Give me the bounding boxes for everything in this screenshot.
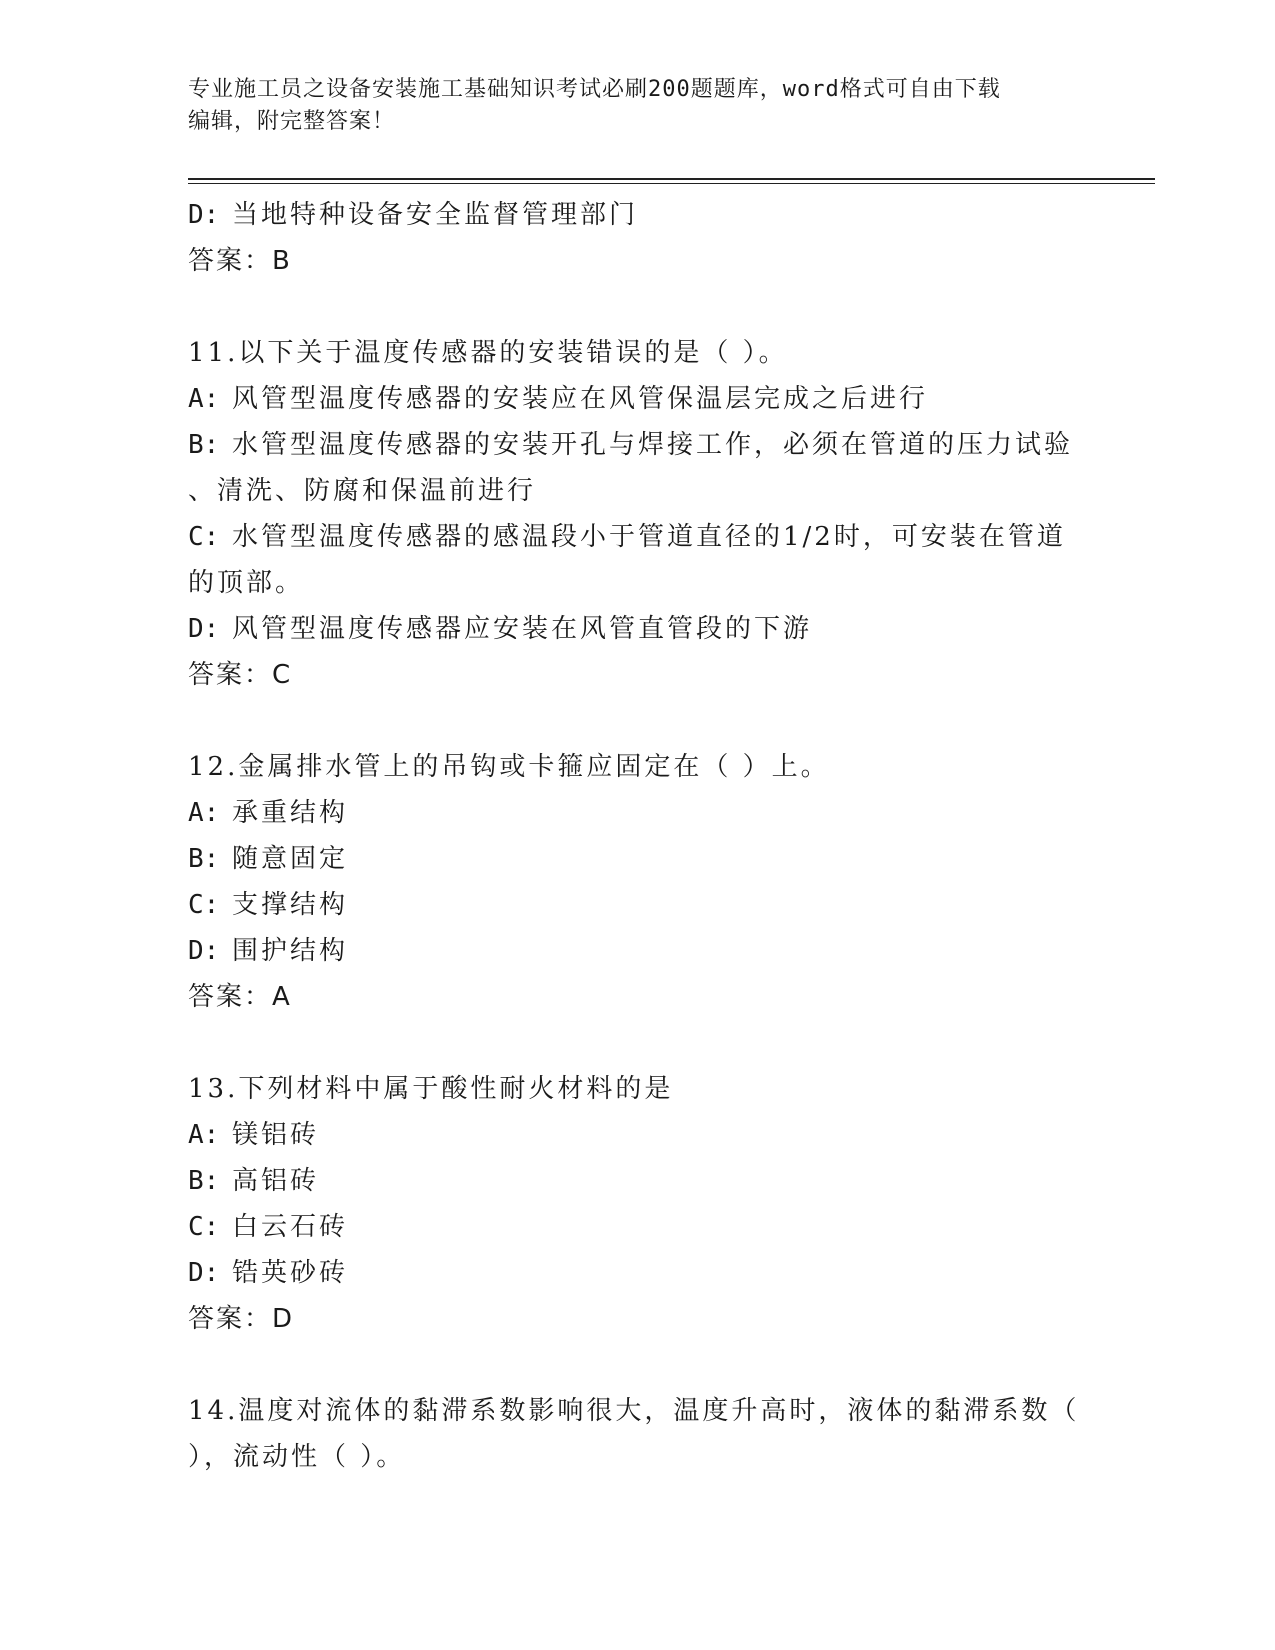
- option-letter: D:: [188, 614, 220, 644]
- spacer: [188, 1342, 1088, 1388]
- q12-option-d: [188, 928, 1088, 974]
- option-letter: D:: [188, 1258, 220, 1288]
- option-letter: B:: [188, 844, 220, 874]
- q12-option-a: [188, 790, 1088, 836]
- q12-stem: 12.金属排水管上的吊钩或卡箍应固定在（ ）上。: [188, 752, 830, 782]
- q12-option-c: [188, 882, 1088, 928]
- option-text: 支撑结构: [232, 890, 349, 920]
- q14-stem: 14.温度对流体的黏滞系数影响很大，温度升高时，液体的黏滞系数（: [188, 1396, 1080, 1426]
- option-text: 承重结构: [232, 798, 349, 828]
- option-letter: B:: [188, 1166, 220, 1196]
- option-text: 围护结构: [232, 936, 349, 966]
- q13-option-b: [188, 1158, 1088, 1204]
- spacer: [188, 284, 1088, 330]
- header-title-line-1: 专业施工员之设备安装施工基础知识考试必刷200题题库，word格式可自由下载: [188, 77, 1001, 102]
- option-text: 镁铝砖: [232, 1120, 320, 1150]
- option-letter: A:: [188, 1120, 220, 1150]
- option-text: 当地特种设备安全监督管理部门: [232, 200, 639, 230]
- q12-answer: 答案：A: [188, 982, 292, 1012]
- option-letter: C:: [188, 522, 220, 552]
- q11-option-c-continued: 的顶部。: [188, 568, 305, 598]
- q11-option-c: [188, 514, 1088, 560]
- q11-option-b-continued: 、清洗、防腐和保温前进行: [188, 476, 537, 506]
- spacer: [188, 1020, 1088, 1066]
- option-letter: A:: [188, 798, 220, 828]
- header-title-line-2: 编辑，附完整答案！: [188, 109, 396, 134]
- document-header: [188, 74, 1088, 138]
- q13-stem: 13.下列材料中属于酸性耐火材料的是: [188, 1074, 674, 1104]
- option-letter: C:: [188, 890, 220, 920]
- header-divider-thin: [188, 183, 1155, 184]
- spacer: [188, 698, 1088, 744]
- q11-stem: 11.以下关于温度传感器的安装错误的是（ ）。: [188, 338, 788, 368]
- option-text: 随意固定: [232, 844, 349, 874]
- option-text: 高铝砖: [232, 1166, 320, 1196]
- question-list: [188, 192, 1088, 1480]
- option-letter: D:: [188, 936, 220, 966]
- q11-answer: 答案：C: [188, 660, 293, 690]
- option-letter: C:: [188, 1212, 220, 1242]
- q10-answer: 答案：B: [188, 246, 292, 276]
- q12-option-b: [188, 836, 1088, 882]
- header-divider: [188, 178, 1155, 180]
- option-letter: B:: [188, 430, 220, 460]
- option-letter: D:: [188, 200, 220, 230]
- q14-stem-continued: ），流动性（ ）。: [188, 1442, 406, 1472]
- q10-option-d: [188, 192, 1088, 238]
- option-text: 水管型温度传感器的安装开孔与焊接工作，必须在管道的压力试验: [232, 430, 1074, 460]
- option-text: 白云石砖: [232, 1212, 349, 1242]
- q11-option-b: [188, 422, 1088, 468]
- option-letter: A:: [188, 384, 220, 414]
- option-text: 水管型温度传感器的感温段小于管道直径的1/2时，可安装在管道: [232, 522, 1066, 552]
- q13-option-a: [188, 1112, 1088, 1158]
- q11-option-d: [188, 606, 1088, 652]
- option-text: 风管型温度传感器应安装在风管直管段的下游: [232, 614, 813, 644]
- q13-option-d: [188, 1250, 1088, 1296]
- q13-answer: 答案：D: [188, 1304, 295, 1334]
- option-text: 风管型温度传感器的安装应在风管保温层完成之后进行: [232, 384, 929, 414]
- option-text: 锆英砂砖: [232, 1258, 349, 1288]
- q13-option-c: [188, 1204, 1088, 1250]
- q11-option-a: [188, 376, 1088, 422]
